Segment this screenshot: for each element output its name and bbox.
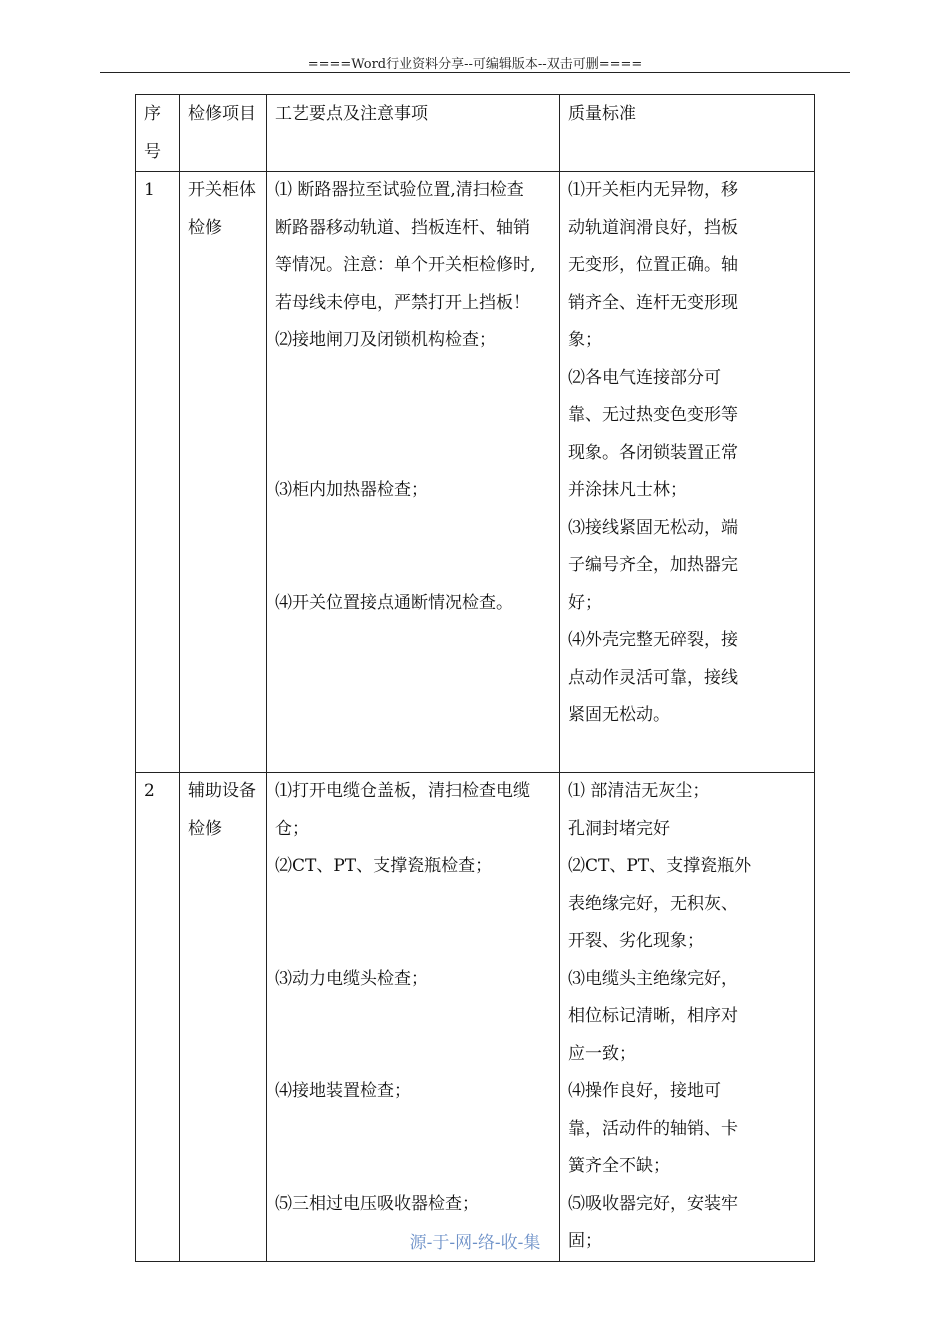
cell-no [136,773,180,1262]
standard-line: ⑸吸收器完好，安装牢 [568,1193,738,1214]
standard-line: ⑶接线紧固无松动，端 [568,517,738,538]
process-line: ⑶动力电缆头检查； [275,968,428,989]
table-row [136,773,815,1262]
process-line [275,923,551,961]
standard-line: ⑵各电气连接部分可 [568,367,721,388]
standard-line: 应一致； [568,1043,636,1064]
cell-standard [560,172,815,773]
process-line [275,435,551,473]
process-line [275,547,551,585]
item-line: 开关柜体 [188,180,256,200]
column-header-item: 检修项目 [180,95,267,172]
row-number: 2 [144,781,155,801]
standard-line: 销齐全、连杆无变形现 [568,292,738,313]
standard-line: 现象。各闭锁装置正常 [568,442,738,463]
item-line: 检修 [188,818,222,839]
column-header-standard: 质量标准 [560,95,815,172]
process-line [275,360,551,398]
standard-line: 表绝缘完好，无积灰、 [568,893,738,914]
page-header: ====Word行业资料分享--可编辑版本--双击可删==== [307,57,643,72]
process-line: 若母线未停电，严禁打开上挡板！ [275,292,530,313]
process-line: ⑷接地装置检查； [275,1081,411,1101]
standard-line: 靠、无过热变色变形等 [568,405,738,425]
standard-line [568,735,806,773]
process-line [275,1036,551,1074]
process-line: 断路器移动轨道、挡板连杆、轴销 [275,217,530,238]
standard-line: 开裂、劣化现象； [568,931,704,951]
standard-line: ⑴ 部清洁无灰尘； [568,781,710,801]
standard-line: 固； [568,1231,602,1251]
standard-line: ⑴开关柜内无异物，移 [568,180,738,200]
table-header-row [136,95,815,172]
standard-line: ⑶电缆头主绝缘完好， [568,968,738,989]
standard-line: 象； [568,330,602,350]
standard-line: 动轨道润滑良好，挡板 [568,217,738,238]
standard-line: 并涂抹凡士林； [568,480,687,500]
process-line [275,886,551,924]
cell-process [267,773,560,1262]
item-line: 检修 [188,217,222,238]
process-line: ⑵接地闸刀及闭锁机构检查； [275,330,496,350]
standard-line: 点动作灵活可靠，接线 [568,667,738,688]
cell-item [180,773,267,1262]
standard-line: 好； [568,592,602,613]
process-line: ⑷开关位置接点通断情况检查。 [275,592,513,613]
table-row [136,172,815,773]
process-line: ⑶柜内加热器检查； [275,480,428,500]
cell-standard [560,773,815,1262]
standard-line: ⑵CT、PT、支撑瓷瓶外 [568,856,752,876]
process-line [275,397,551,435]
process-line: 等情况。注意：单个开关柜检修时, [275,255,536,275]
standard-line: 相位标记清晰，相序对 [568,1006,738,1026]
process-line [275,510,551,548]
maintenance-table [135,94,815,1262]
item-line: 辅助设备 [188,781,256,801]
standard-line: 无变形，位置正确。轴 [568,255,738,275]
standard-line: 子编号齐全，加热器完 [568,555,738,575]
process-line: ⑸三相过电压吸收器检查； [275,1193,479,1214]
standard-line: 紧固无松动。 [568,705,670,725]
header-rule [100,72,850,73]
process-line: ⑵CT、PT、支撑瓷瓶检查； [275,856,493,876]
standard-line: 靠，活动件的轴销、卡 [568,1118,738,1139]
row-number: 1 [144,180,155,200]
process-line [275,1148,551,1186]
column-header-process: 工艺要点及注意事项 [267,95,560,172]
standard-line: 孔洞封堵完好 [568,818,670,839]
process-line [275,1111,551,1149]
process-line: ⑴打开电缆仓盖板，清扫检查电缆 [275,781,530,801]
process-line [275,998,551,1036]
cell-no [136,172,180,773]
cell-process [267,172,560,773]
standard-line: ⑷外壳完整无碎裂，接 [568,630,738,650]
process-line: 仓； [275,818,309,839]
cell-item [180,172,267,773]
standard-line: 簧齐全不缺； [568,1156,670,1176]
page-footer: 源-于-网-络-收-集 [409,1233,541,1253]
standard-line: ⑷操作良好，接地可 [568,1081,721,1101]
column-header-no: 序号 [136,95,180,172]
process-line: ⑴ 断路器拉至试验位置,清扫检查 [275,180,524,200]
